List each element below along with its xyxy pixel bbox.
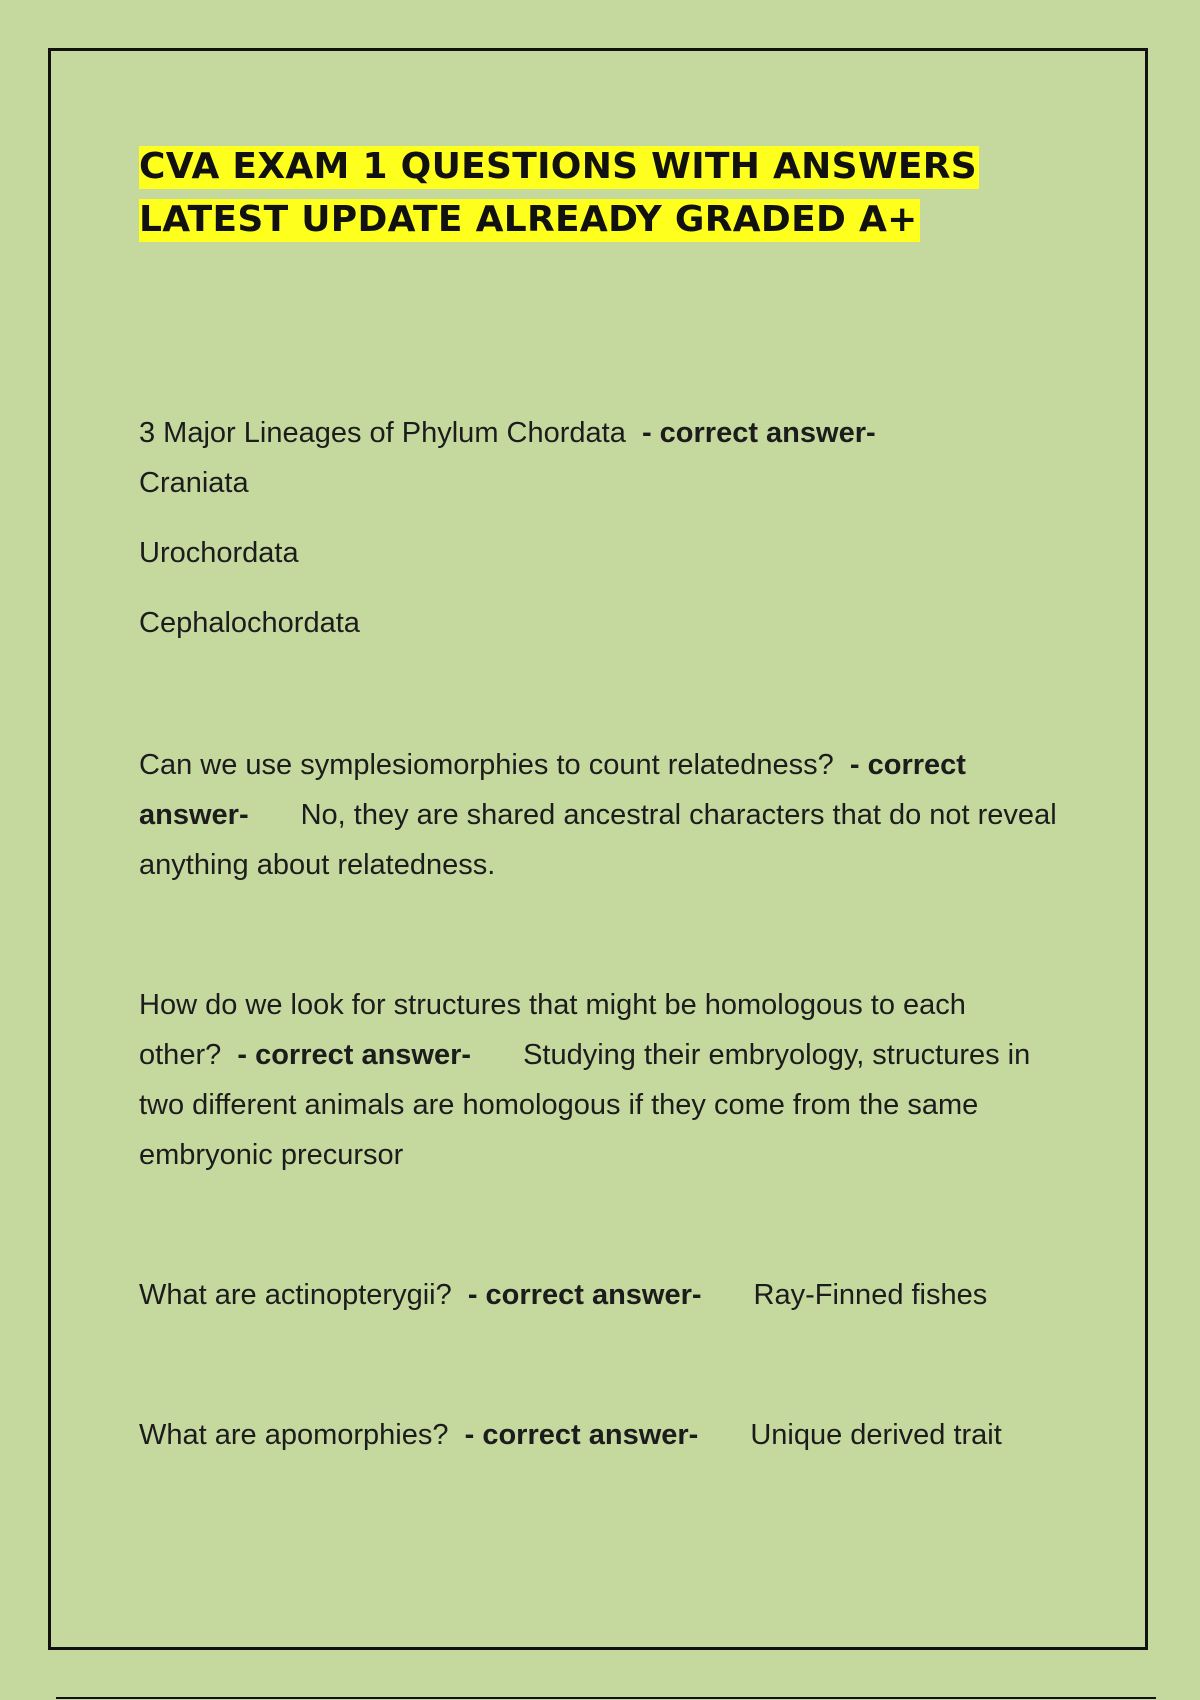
answer-line-craniata: Craniata — [139, 467, 249, 499]
correct-answer-separator: - correct answer- — [139, 749, 966, 831]
correct-answer-separator: - correct answer- — [464, 1419, 699, 1451]
title-line-2: LATEST UPDATE ALREADY GRADED A+ — [139, 199, 918, 240]
question-text: What are apomorphies? — [139, 1419, 449, 1451]
correct-answer-separator: - correct answer- — [467, 1279, 702, 1311]
qa-item-2-text — [139, 740, 1069, 890]
question-text: 3 Major Lineages of Phylum Chordata — [139, 417, 626, 449]
question-text: How do we look for structures that might be homologous to each other? — [139, 989, 966, 1071]
question-text: Can we use symplesiomorphies to count relatedness? — [139, 749, 834, 781]
qa-item-2 — [139, 740, 1069, 890]
question-text: What are actinopterygii? — [139, 1279, 452, 1311]
document-title — [139, 140, 1079, 246]
qa-item-5-text — [139, 1410, 1069, 1460]
answer-line-urochordata: Urochordata — [139, 537, 299, 569]
qa-item-1 — [139, 408, 1069, 648]
answer-text: Ray-Finned fishes — [753, 1279, 988, 1311]
title-line-1: CVA EXAM 1 QUESTIONS WITH ANSWERS — [139, 146, 977, 187]
answer-text: Unique derived trait — [750, 1419, 1002, 1451]
answer-text: Studying their embryology, structures in two different animals are homologous if they come from the same embryonic precursor — [139, 1039, 1031, 1171]
qa-item-5 — [139, 1410, 1069, 1460]
qa-item-1-first-line — [139, 408, 1069, 458]
bottom-divider — [56, 1697, 1156, 1699]
correct-answer-separator: - correct answer- — [641, 417, 876, 449]
answer-line-cephalochordata: Cephalochordata — [139, 607, 360, 639]
qa-item-4-text — [139, 1270, 1069, 1320]
qa-item-3 — [139, 980, 1069, 1180]
qa-item-3-text — [139, 980, 1069, 1180]
qa-item-4 — [139, 1270, 1069, 1320]
answer-text: No, they are shared ancestral characters that do not reveal anything about relatedness. — [139, 799, 1057, 881]
correct-answer-separator: - correct answer- — [237, 1039, 472, 1071]
